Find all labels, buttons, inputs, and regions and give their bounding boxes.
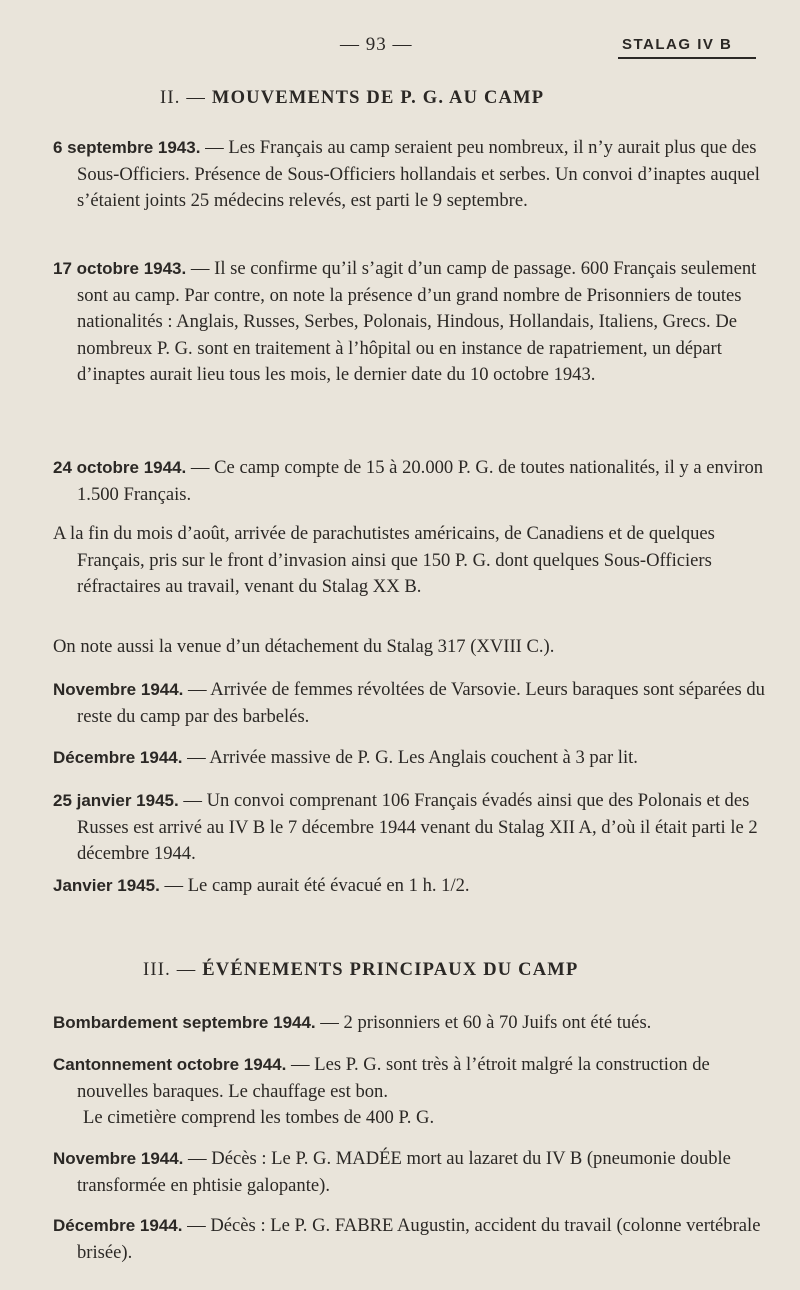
entry-text: — Les Français au camp seraient peu nombreux, il n’y aurait plus que des Sous-Officiers. Présence de Sous-Officiers hollandais et serbes. Un convoi d’inaptes auquel s’étaient joints 25 médecins relevés, est parti le 9 septembre. bbox=[77, 137, 760, 211]
entry-text: — Le camp aurait été évacué en 1 h. 1/2. bbox=[159, 875, 470, 896]
paragraph-fin-aout bbox=[53, 521, 777, 601]
entry-17-oct-1943 bbox=[53, 256, 777, 389]
entry-date: Décembre 1944. bbox=[53, 748, 183, 767]
entry-text: — Il se confirme qu’il s’agit d’un camp de passage. 600 Français seulement sont au camp. Par contre, on note la présence d’un grand nombre de Prisonniers de toutes nationalités : Anglais, Russes, Serbes, Polonais, Hindous, Hollandais, Italiens, Grecs. De nombreux P. G. sont en traitement à l’hôpital ou en instance de rapatriement, un départ d’inaptes aurait lieu tous les mois, le dernier date du 10 octobre 1943. bbox=[77, 258, 757, 385]
entry-24-oct-1944 bbox=[53, 455, 777, 508]
entry-6-sept-1943 bbox=[53, 135, 777, 215]
section-2-heading bbox=[160, 88, 544, 109]
section-3-heading bbox=[143, 960, 578, 981]
entry-date: Cantonnement octobre 1944. bbox=[53, 1055, 287, 1074]
section-2-title: MOUVEMENTS DE P. G. AU CAMP bbox=[211, 88, 545, 108]
running-title-underline bbox=[618, 57, 756, 59]
entry-date: 25 janvier 1945. bbox=[53, 791, 179, 810]
entry-date: Novembre 1944. bbox=[53, 680, 184, 699]
entry-date: Bombardement septembre 1944. bbox=[53, 1013, 316, 1032]
entry-date: Novembre 1944. bbox=[53, 1149, 184, 1168]
page-number: — 93 — bbox=[340, 34, 413, 55]
entry-text: On note aussi la venue d’un détachement du Stalag 317 (XVIII C.). bbox=[53, 636, 555, 657]
entry-text: — Un convoi comprenant 106 Français évadés ainsi que des Polonais et des Russes est arrivé au IV B le 7 décembre 1944 venant du Stalag XII A, d’où il était parti le 2 décembre 1944. bbox=[77, 790, 758, 864]
entry-dec-1944-deces bbox=[53, 1213, 777, 1266]
entry-text: — Arrivée massive de P. G. Les Anglais couchent à 3 par lit. bbox=[182, 747, 638, 768]
entry-nov-1944-deces bbox=[53, 1146, 777, 1199]
entry-date: 6 septembre 1943. bbox=[53, 138, 201, 157]
section-2-number: II. — bbox=[160, 88, 207, 108]
entry-text: — Arrivée de femmes révoltées de Varsovie. Leurs baraques sont séparées du reste du camp par des barbelés. bbox=[77, 679, 765, 727]
section-3-number: III. — bbox=[143, 960, 197, 980]
entry-date: 24 octobre 1944. bbox=[53, 458, 187, 477]
paragraph-stalag-317 bbox=[53, 634, 753, 661]
entry-text: — Décès : Le P. G. FABRE Augustin, accident du travail (colonne vertébrale brisée). bbox=[77, 1215, 761, 1263]
entry-date: Décembre 1944. bbox=[53, 1216, 183, 1235]
entry-date: 17 octobre 1943. bbox=[53, 259, 187, 278]
running-title: STALAG IV B bbox=[622, 36, 733, 53]
entry-text: — Ce camp compte de 15 à 20.000 P. G. de toutes nationalités, il y a environ 1.500 Français. bbox=[77, 457, 764, 505]
entry-text: — Décès : Le P. G. MADÉE mort au lazaret du IV B (pneumonie double transformée en phtisie galopante). bbox=[77, 1148, 731, 1196]
entry-cantonnement bbox=[53, 1052, 777, 1105]
paragraph-cimetiere bbox=[83, 1105, 434, 1132]
entry-dec-1944 bbox=[53, 745, 777, 772]
entry-text: Le cimetière comprend les tombes de 400 P. G. bbox=[83, 1107, 435, 1128]
entry-bombardement bbox=[53, 1010, 777, 1037]
entry-jan-1945 bbox=[53, 873, 777, 900]
section-3-title: ÉVÉNEMENTS PRINCIPAUX DU CAMP bbox=[202, 960, 579, 980]
entry-text: A la fin du mois d’août, arrivée de parachutistes américains, de Canadiens et de quelques Français, pris sur le front d’invasion ainsi que 150 P. G. dont quelques Sous-Officiers réfractaires au travail, venant du Stalag XX B. bbox=[53, 523, 715, 597]
entry-25-jan-1945 bbox=[53, 788, 777, 868]
entry-nov-1944 bbox=[53, 677, 777, 730]
entry-text: — 2 prisonniers et 60 à 70 Juifs ont été tués. bbox=[315, 1012, 652, 1033]
entry-date: Janvier 1945. bbox=[53, 876, 160, 895]
entry-text: — Les P. G. sont très à l’étroit malgré la construction de nouvelles baraques. Le chauffage est bon. bbox=[77, 1054, 710, 1102]
